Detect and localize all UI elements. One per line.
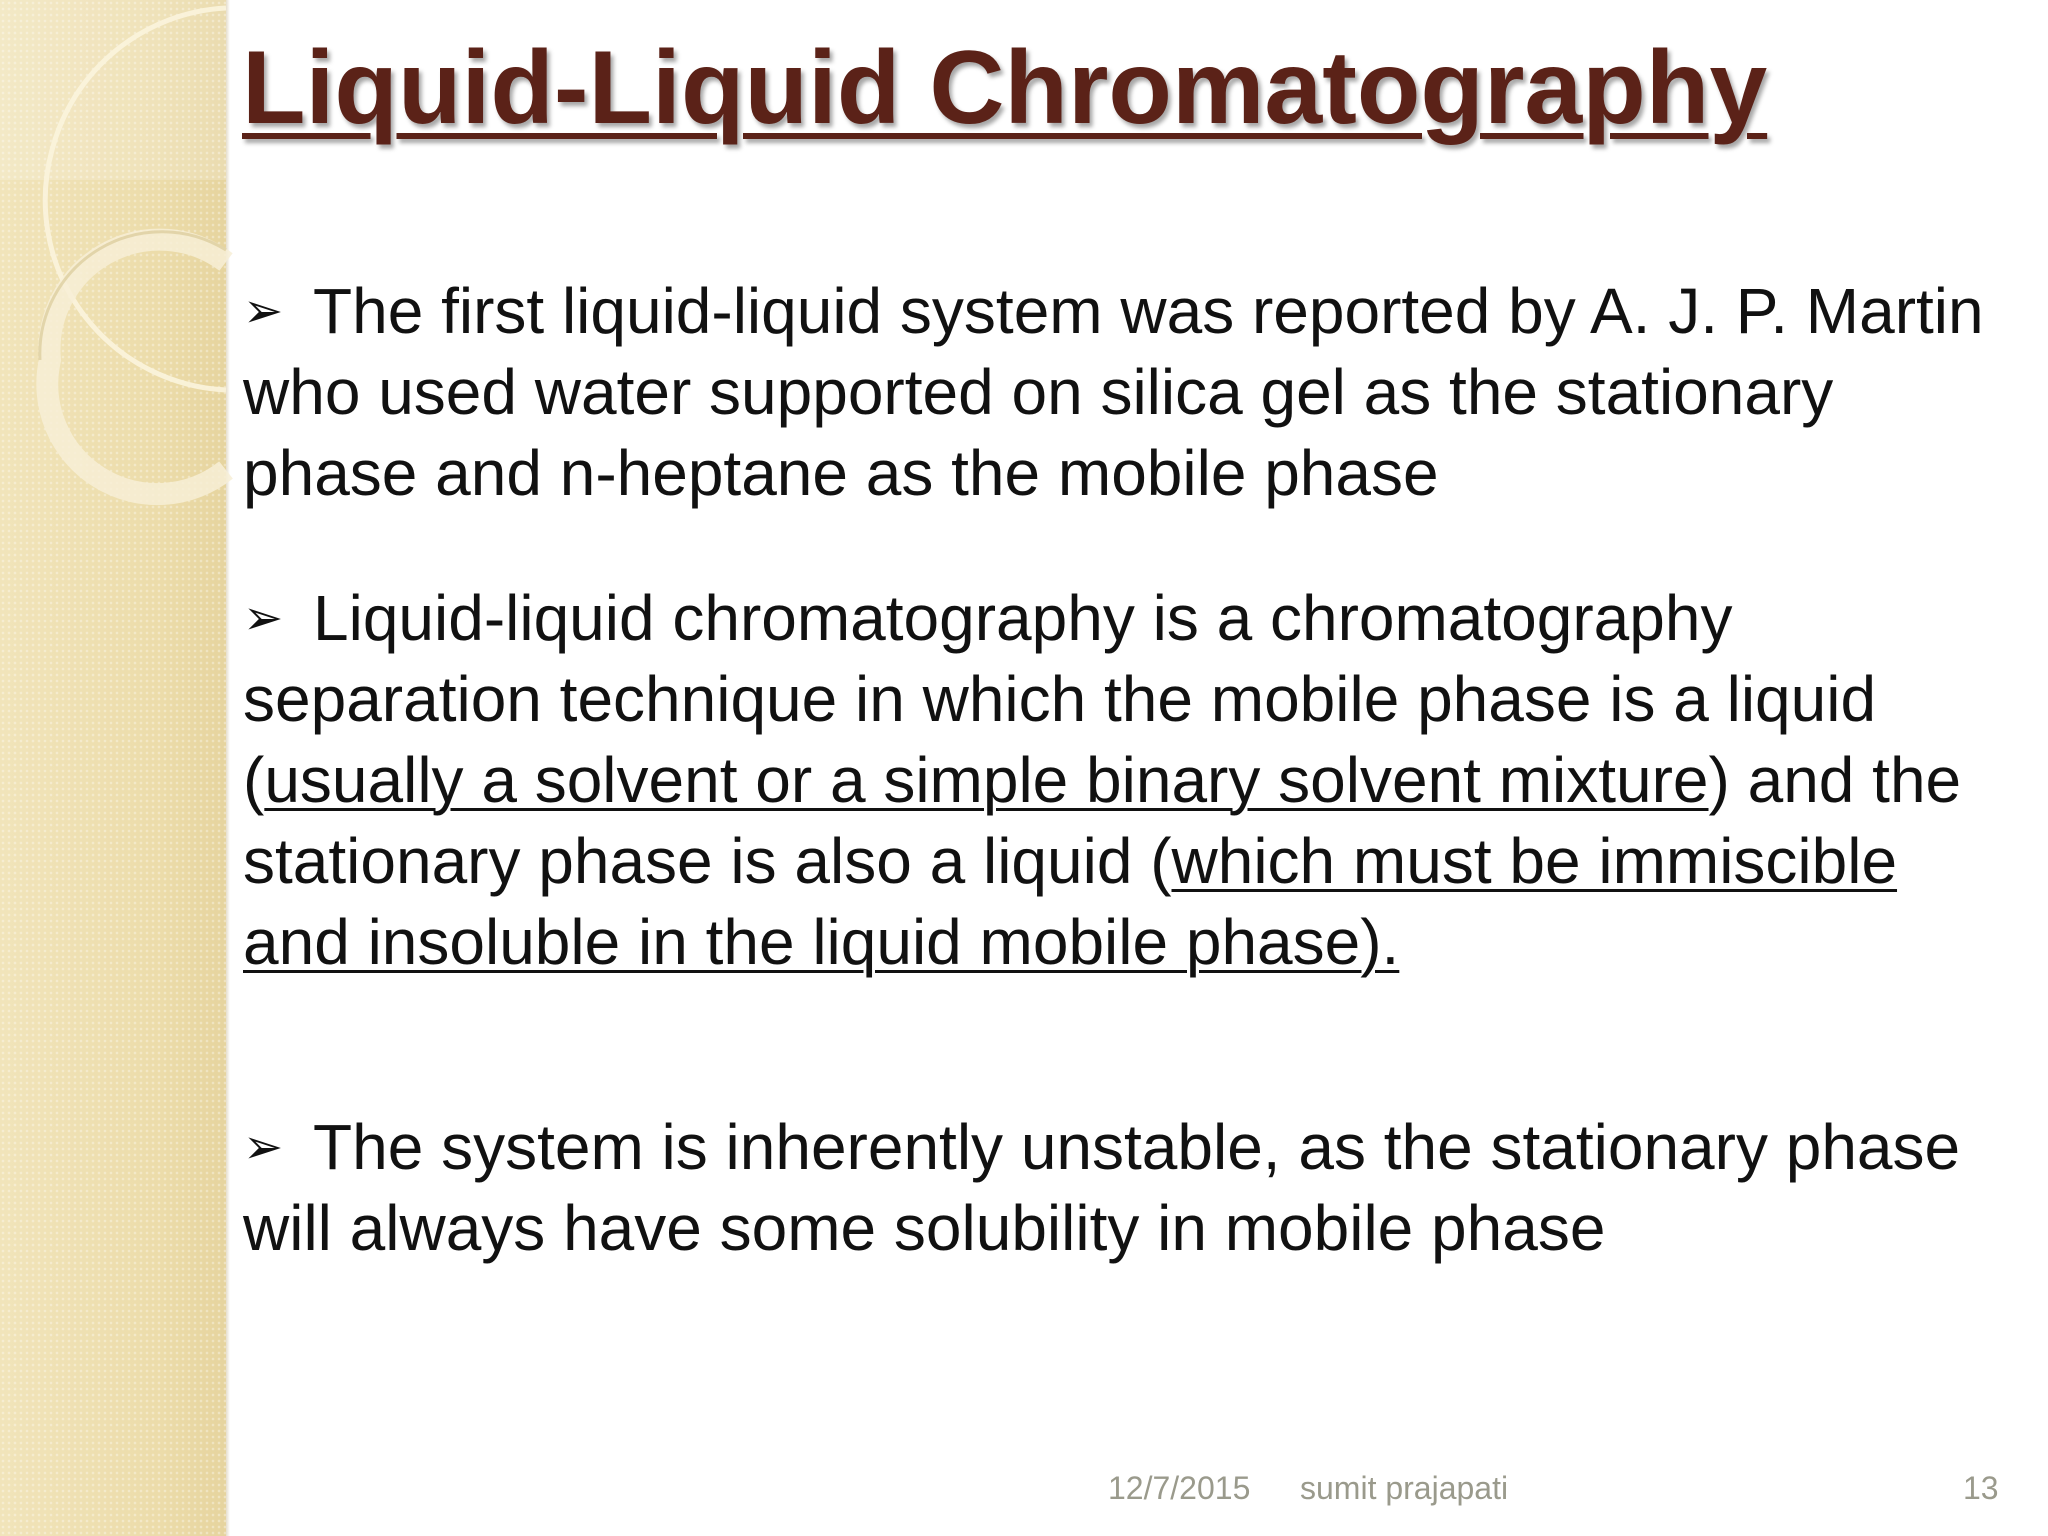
slide-title: Liquid-Liquid Chromatography (242, 30, 1768, 146)
bullet-2-underlined-text-2: which must be immiscible and insoluble in the liquid mobile phase). (243, 825, 1898, 978)
arrow-bullet-icon: ➢ (243, 283, 284, 339)
decorative-rings (0, 0, 260, 520)
arrow-bullet-icon: ➢ (243, 1119, 284, 1175)
bullet-3-text: The system is inherently unstable, as the stationary phase will always have some solubility in mobile phase (243, 1111, 1961, 1264)
arrow-bullet-icon: ➢ (243, 590, 284, 646)
bullet-point-3 (243, 1107, 2013, 1269)
bullet-1-text: The first liquid-liquid system was reported by A. J. P. Martin who used water supported on silica gel as the stationary phase and n-heptane as the mobile phase (243, 275, 1984, 509)
large-ring-arc (45, 8, 226, 390)
bullet-2-text-part1: Liquid-liquid chromatography is a chromatography separation technique in which the mobile phase is a liquid ( (243, 582, 1877, 816)
footer-date: 12/7/2015 (1108, 1470, 1251, 1506)
footer-author: sumit prajapati (1300, 1470, 1509, 1506)
bullet-2-text-part2: ) and the stationary phase is also a liquid ( (243, 744, 1962, 897)
bullet-point-2 (243, 578, 2013, 983)
small-ring-arc (47, 240, 226, 494)
bullet-2-underlined-text-1: usually a solvent or a simple binary solvent mixture (264, 744, 1709, 816)
slide-page-number: 13 (1963, 1470, 1999, 1506)
bullet-point-1 (243, 271, 2013, 514)
